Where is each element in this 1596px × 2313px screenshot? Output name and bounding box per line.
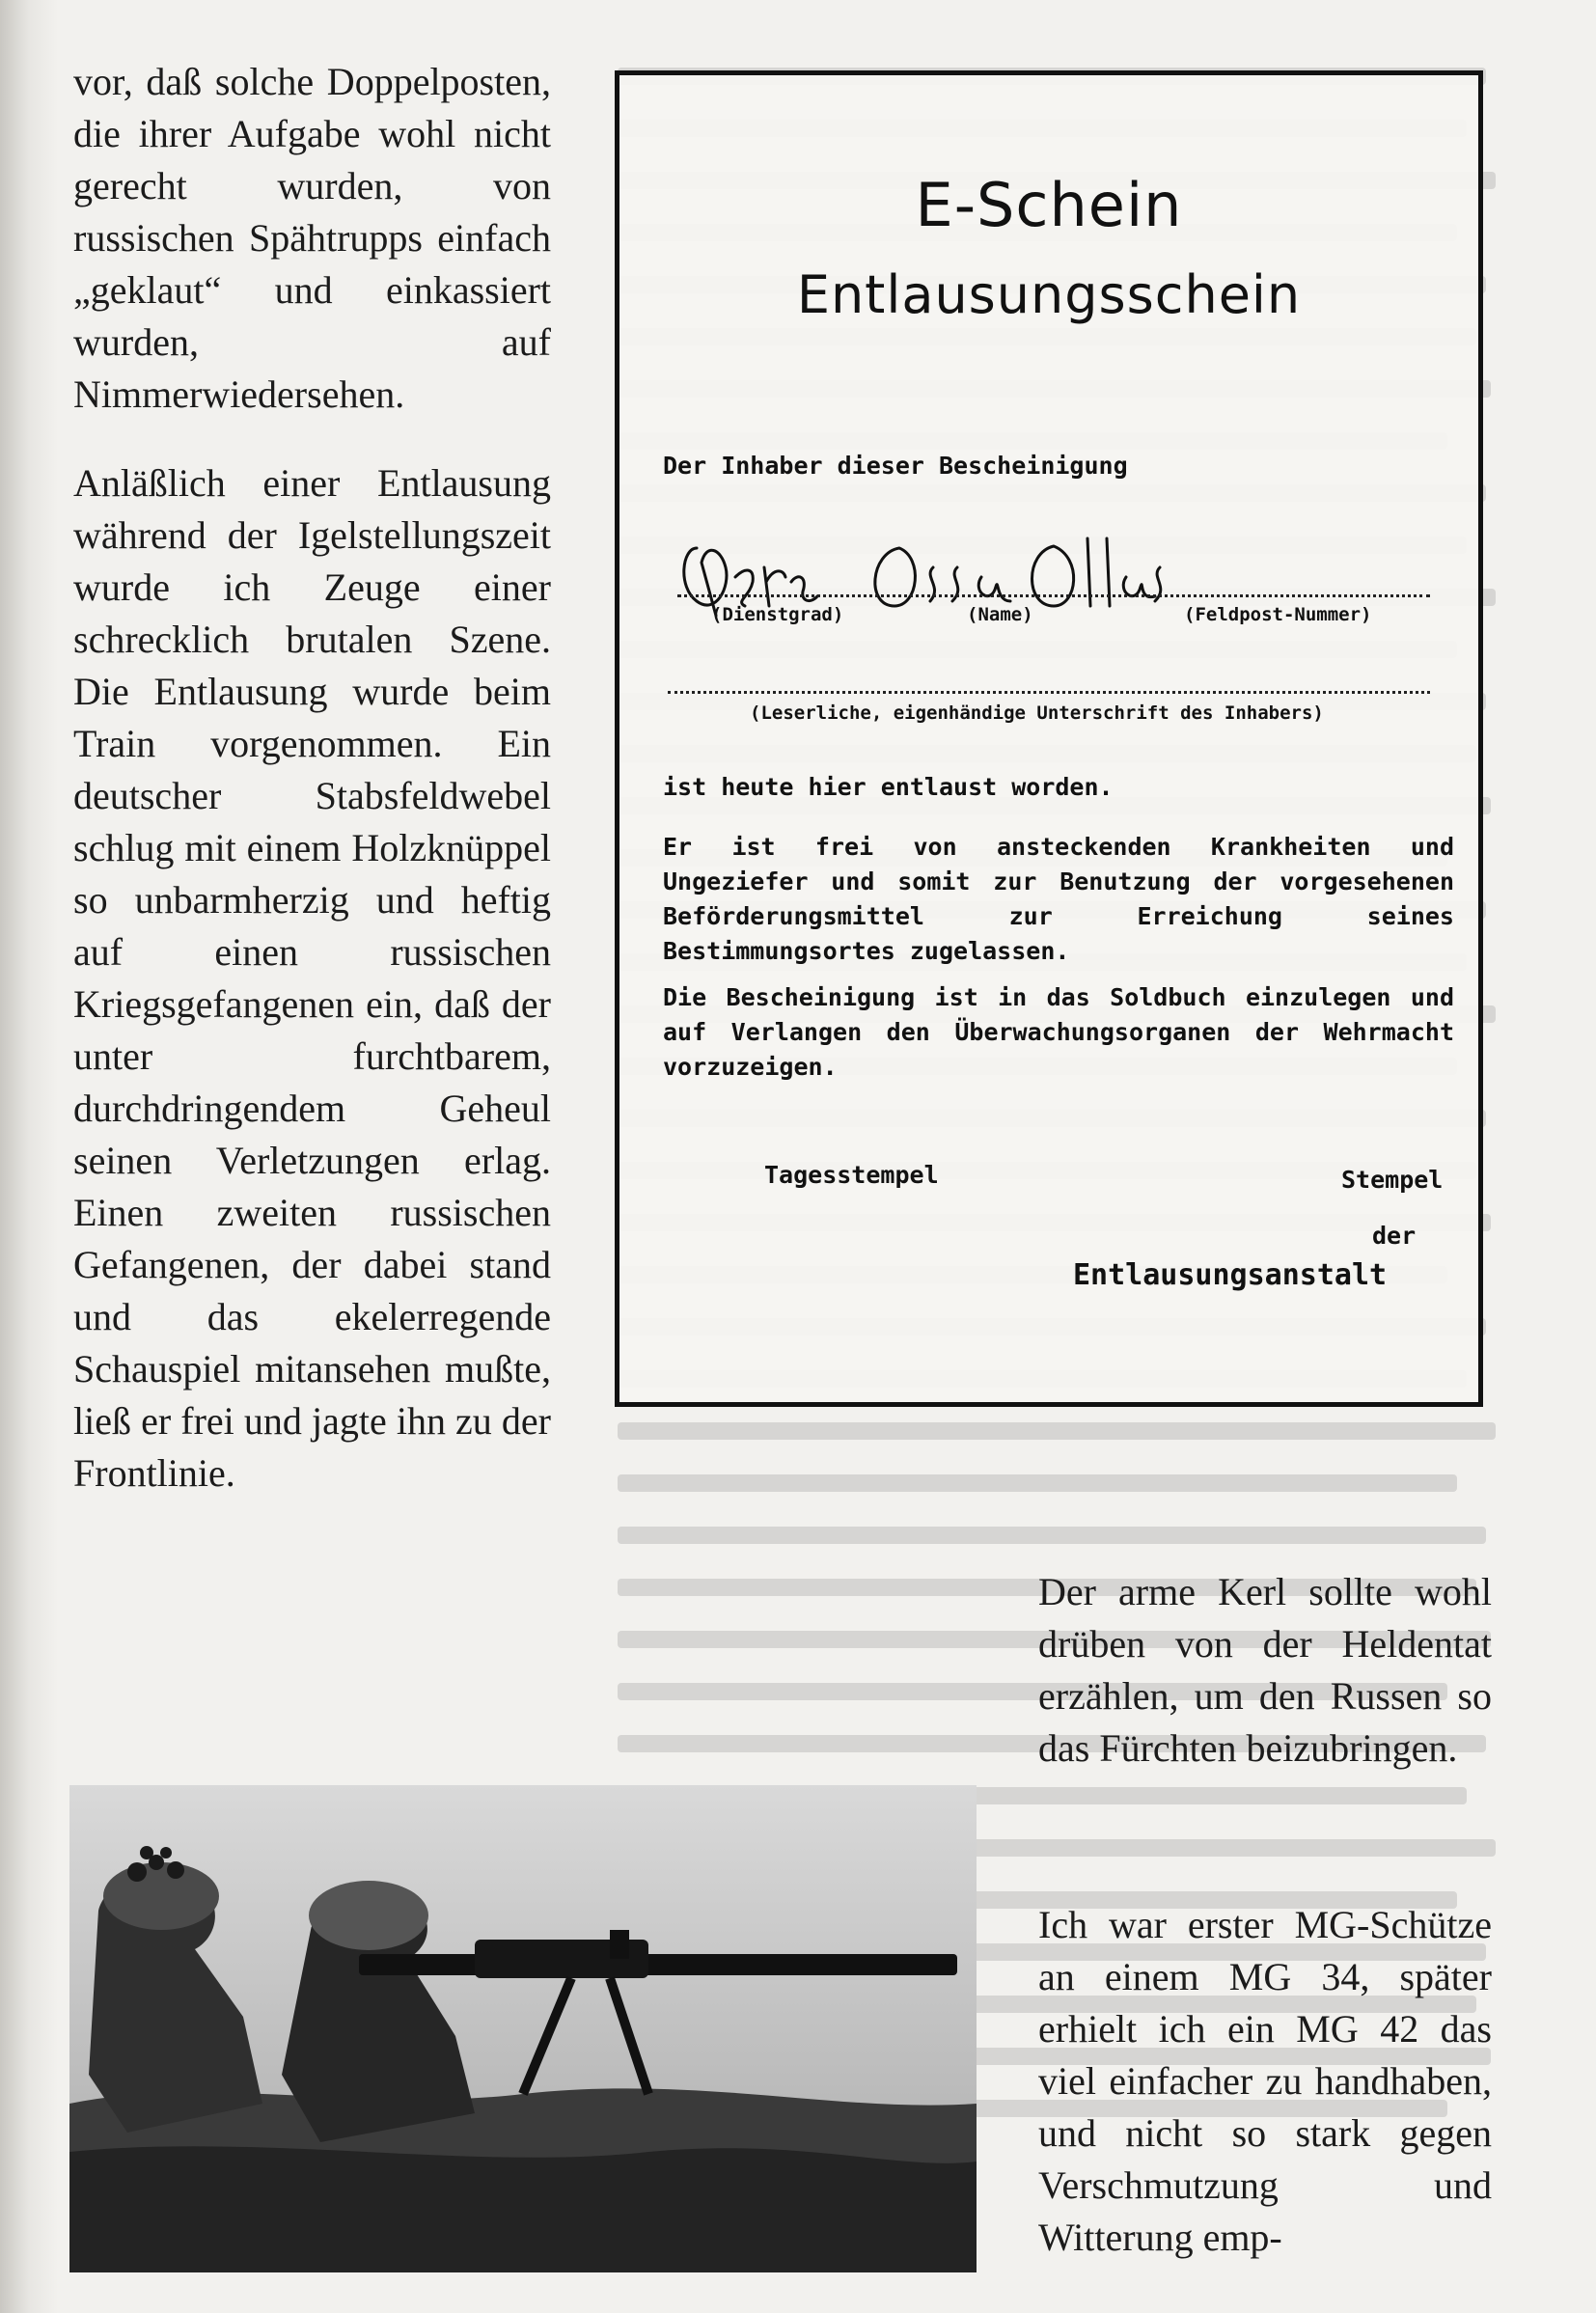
signature-dotted-line: [668, 691, 1430, 694]
free-text: Er ist frei von ansteckenden Krankheiten und Ungeziefer und somit zur Benutzung der vorgesehenen Beförderungsmittel zur Erreichung seines Bestimmungsortes zugelassen.: [663, 833, 1454, 965]
free-text-block: [663, 830, 1454, 969]
delousing-certificate: [615, 70, 1483, 1407]
right-paragraph-2: Ich war erster MG-Schütze an einem MG 34, später erhielt ich ein MG 42 das viel einfacher zu handhaben, und nicht so stark gegen Verschmutzung und Witterung emp-: [1038, 1903, 1492, 2259]
right-paragraph-1-block: [1038, 1566, 1492, 1775]
rank-label: (Dienstgrad): [711, 604, 844, 625]
fieldpost-label: (Feldpost-Nummer): [1184, 604, 1372, 625]
soldbuch-text: Die Bescheinigung ist in das Soldbuch einzulegen und auf Verlangen den Überwachungsorganen der Wehrmacht vorzuzeigen.: [663, 983, 1454, 1081]
right-paragraph-1: Der arme Kerl sollte wohl drüben von der Heldentat erzählen, um den Russen so das Fürchten beizubringen.: [1038, 1570, 1492, 1770]
certificate-title: E-Schein: [915, 170, 1183, 240]
deloused-text: ist heute hier entlaust worden.: [663, 773, 1114, 801]
day-stamp-label: Tagesstempel: [764, 1161, 939, 1189]
left-text-column: [73, 56, 551, 1500]
soldbuch-text-block: [663, 980, 1454, 1085]
holder-dotted-line: [677, 594, 1430, 597]
machine-gun-crew-photo: [69, 1785, 977, 2272]
left-paragraph-2: Anläßlich einer Entlausung während der Igelstellungszeit wurde ich Zeuge einer schrecklich brutalen Szene. Die Entlausung wurde beim Train vorgenommen. Ein deutscher Stabsfeldwebel schlug mit einem Holzknüppel so unbarmherzig und heftig auf einen russischen Kriegsgefangenen ein, daß der unter furchtbarem, durchdringendem Geheul seinen Verletzungen erlag. Einen zweiten russischen Gefangenen, der dabei stand und das ekelerregende Schauspiel mitansehen mußte, ließ er frei und jagte ihn zu der Frontlinie.: [73, 461, 551, 1495]
certificate-subtitle: Entlausungsschein: [796, 264, 1302, 325]
name-label: (Name): [967, 604, 1033, 625]
left-paragraph-1: vor, daß solche Doppelposten, die ihrer Aufgabe wohl nicht gerecht wurden, von russischen Spähtrupps einfach „geklaut“ und einkassiert wurden, auf Nimmerwiedersehen.: [73, 60, 551, 416]
stamp-line-1: Stempel: [1341, 1166, 1444, 1194]
photo-drawing: [69, 1785, 977, 2272]
stamp-line-2: der: [1372, 1222, 1417, 1250]
right-paragraph-2-block: [1038, 1899, 1492, 2264]
spine-shadow: [0, 0, 58, 2313]
signature-label: (Leserliche, eigenhändige Unterschrift des Inhabers): [750, 702, 1324, 724]
holder-label: Der Inhaber dieser Bescheinigung: [663, 452, 1128, 480]
stamp-line-3: Entlausungsanstalt: [1073, 1258, 1388, 1292]
